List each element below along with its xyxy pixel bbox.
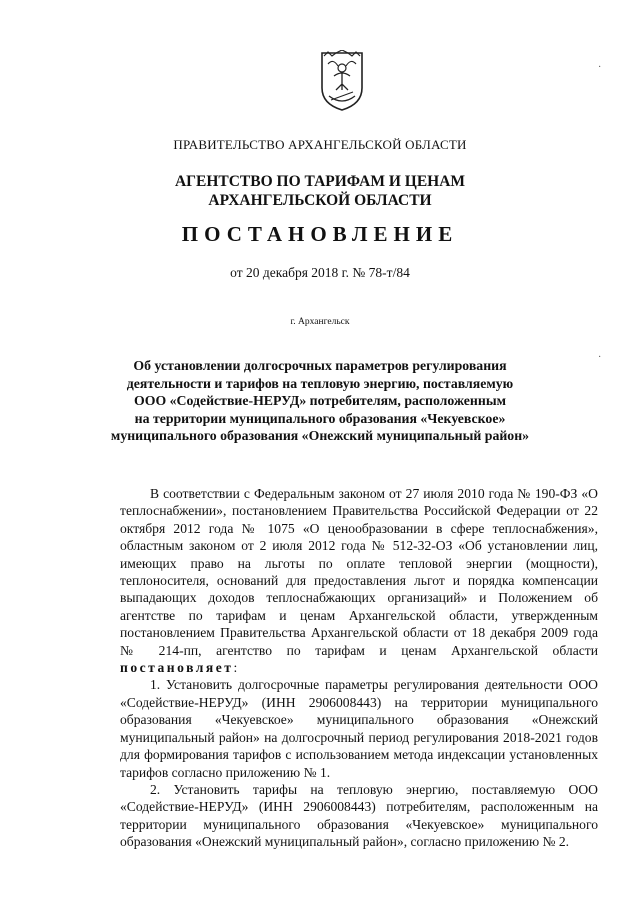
agency-name <box>0 172 640 210</box>
item-1: 1. Установить долгосрочные параметры регулирования деятельности ООО «Содействие-НЕРУД» (ИНН 2906008443) на территории муниципального образования «Чекуевское» муниципального образования «Онежский муниципальный район» на долгосрочный период регулирования 2018-2021 годов для формирования тарифов с использованием метода индексации установленных тарифов согласно приложению № 1. <box>120 677 598 780</box>
agency-name-line2: АРХАНГЕЛЬСКОЙ ОБЛАСТИ <box>208 192 432 209</box>
document-subject <box>0 357 640 445</box>
preamble-paragraph <box>120 485 598 676</box>
preamble-text: В соответствии с Федеральным законом от 27 июля 2010 года № 190-ФЗ «О теплоснабжении», постановлением Правительства Российской Федерации от 22 октября 2012 года № 1075 «О ценообразовании в сфере теплоснабжения», областным законом от 2 июля 2012 года № 512-32-ОЗ «Об установлении лиц, имеющих право на льготы по оплате тепловой энергии (мощности), теплоносителя, оснований для предоставления льгот и порядка компенсации выпадающих доходов теплоснабжающих организаций» и Положением об агентстве по тарифам и ценам Архангельской области, утвержденным постановлением Правительства Архангельской области от 18 декабря 2009 года № 214-пп, агентство по тарифам и ценам Архангельской области <box>120 486 598 658</box>
subject-line4: на территории муниципального образования «Чекуевское» <box>134 410 506 426</box>
subject-line1: Об установлении долгосрочных параметров регулирования <box>133 358 507 373</box>
resolves-word: постановляет <box>120 660 234 676</box>
date-and-number: от 20 декабря 2018 г. № 78-т/84 <box>230 265 410 280</box>
city: г. Архангельск <box>290 317 350 327</box>
agency-name-line1: АГЕНТСТВО ПО ТАРИФАМ И ЦЕНАМ <box>174 173 466 190</box>
scan-margin-mark: · <box>598 352 602 363</box>
item-2: 2. Установить тарифы на тепловую энергию, поставляемую ООО «Содействие-НЕРУД» (ИНН 2906008443) потребителям, расположенным на территории муниципального образования «Чекуевское» муниципального образования «Онежский муниципальный район», согласно приложению № 2. <box>120 781 598 850</box>
document-body <box>120 485 598 851</box>
scan-margin-mark: · <box>598 62 602 73</box>
document-type: ПОСТАНОВЛЕНИЕ <box>181 222 459 246</box>
subject-line5: муниципального образования «Онежский муниципальный район» <box>110 428 530 443</box>
resolves-colon: : <box>233 660 238 676</box>
subject-line2: деятельности и тарифов на тепловую энергию, поставляемую <box>126 375 514 391</box>
government-name: ПРАВИТЕЛЬСТВО АРХАНГЕЛЬСКОЙ ОБЛАСТИ <box>173 137 467 152</box>
arkhangelsk-coat-of-arms-icon <box>319 50 365 112</box>
subject-line3: ООО «Содействие-НЕРУД» потребителям, расположенным <box>134 393 506 408</box>
